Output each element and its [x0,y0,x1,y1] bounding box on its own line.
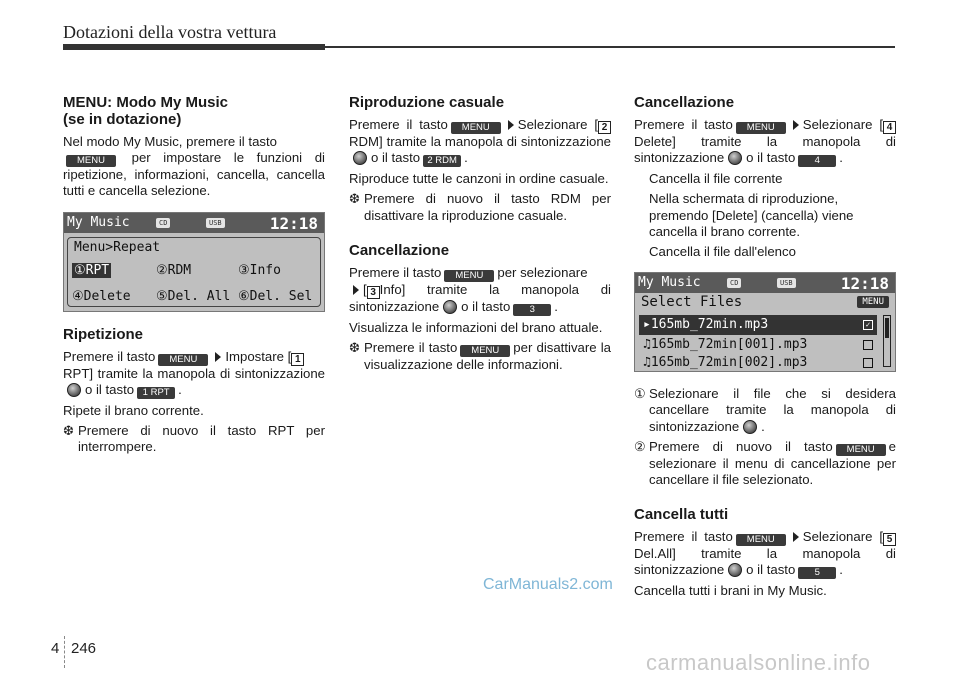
note-item: ❆ Premere il tasto MENU per disattivare la visualizzazione delle informazioni. [349,340,611,373]
tuning-knob-icon [728,151,742,165]
paragraph-random: Premere il tasto MENU Selezionare [ 2RDM] tramite la manopola di sintonizzazioneo il tasto 2 RDM . [349,117,611,167]
paragraph-delete-all-desc: Cancella tutti i brani in My Music. [634,583,827,599]
scrollbar[interactable] [883,315,891,367]
menu-button-icon: MENU [736,534,786,546]
menu-button-icon: MENU [736,122,786,134]
note-icon: ❆ [349,191,361,207]
number-5-icon: 5 [883,533,896,546]
cd-badge: CD [156,218,170,228]
arrow-right-icon [353,285,359,295]
paragraph-delete: Premere il tasto MENU Selezionare [ 4Delete] tramite la manopola di sintonizzazione o il tasto 4 . [634,117,896,167]
file-row[interactable]: ♫165mb_72min[001].mp3 [639,335,877,355]
tuning-knob-icon [443,300,457,314]
rpt-button-icon: 1 RPT [137,387,175,399]
menu-title: Menu>Repeat [74,239,161,255]
usb-badge: USB [206,218,225,228]
file-row[interactable]: ▸165mb_72min.mp3 ✓ [639,315,877,335]
column-2 [349,94,611,377]
paragraph-info-desc: Visualizza le informazioni del brano attuale. [349,319,603,335]
tuning-knob-icon [67,383,81,397]
button-5-icon: 5 [798,567,836,579]
menu-button-icon: MENU [836,444,886,456]
paragraph-delete-current: Cancella il file corrente [649,171,783,187]
menu-button-icon: MENU [444,270,494,282]
menu-item-rpt[interactable]: ①RPT [74,262,110,278]
menu-item-del-all[interactable]: ⑤Del. All [156,288,231,304]
page-number: 246 [71,640,97,657]
site-watermark: carmanualsonline.info [646,650,871,675]
paragraph-delete-list: Cancella il file dall'elenco [649,244,796,260]
number-3-icon: 3 [367,286,380,299]
menu-item-info[interactable]: ③Info [238,262,281,278]
clock: 12:18 [840,274,889,294]
step-2: ② Premere di nuovo il tasto MENU e selezionare il menu di cancellazione per cancellare il file selezionato. [634,438,896,488]
screen-status-bar: My Music CD USB 12:18 [635,273,895,293]
checkbox[interactable] [863,340,873,350]
select-files-screen [634,272,896,372]
menu-button-icon: MENU [451,122,501,134]
number-1-icon: 1 [291,353,304,366]
step-1: ① Selezionare il file che si desidera cancellare tramite la manopola di sintonizzazione . [634,386,896,434]
select-files-title: Select Files [641,294,743,311]
tuning-knob-icon [353,151,367,165]
menu-softkey[interactable]: MENU [857,296,889,308]
paragraph-ripetizione: Premere il tasto MENU Impostare [ 1 RPT] tramite la manopola di sintonizzazioneo il tasto 1 RPT . [63,348,325,398]
scrollbar-thumb[interactable] [885,318,889,338]
cd-badge: CD [727,278,741,288]
repeat-menu-box [67,237,321,307]
usb-badge: USB [777,278,796,288]
page-header-title: Dotazioni della vostra vettura [63,22,277,42]
checkbox[interactable]: ✓ [863,320,873,330]
file-row[interactable]: ♫165mb_72min[002].mp3 [639,353,877,373]
tuning-knob-icon [728,563,742,577]
footer-separator [64,636,65,668]
menu-button-icon: MENU [66,155,116,167]
paragraph-delete-current-desc: Nella schermata di riproduzione, premendo [Delete] (cancella) viene cancella il brano corrente. [649,191,854,239]
section-heading-cancellazione: Cancellazione [349,241,450,259]
paragraph-delete-all: Premere il tasto MENU Selezionare [ 5Del.All] tramite la manopola di sintonizzazione o il tasto 5 . [634,529,896,579]
menu-item-rdm[interactable]: ②RDM [156,262,192,278]
menu-row [72,262,316,280]
column-3 [634,94,896,604]
screen-status-bar: My Music CD USB 12:18 [64,213,324,233]
clock: 12:18 [269,213,318,233]
arrow-right-icon [508,120,514,130]
column-1 [63,94,325,459]
section-number: 4 [51,640,60,657]
menu-button-icon: MENU [158,354,208,366]
note-item: ❆ Premere di nuovo il tasto RPT per interrompere. [63,423,325,455]
step-2-marker: ② [634,438,646,454]
number-4-icon: 4 [883,121,896,134]
menu-item-delete[interactable]: ④Delete [72,288,131,304]
number-2-icon: 2 [598,121,611,134]
paragraph-info: Premere il tasto MENU per selezionare [ 3 Info] tramite la manopola di sintonizzazione o il tasto 3 . [349,264,611,315]
note-icon: ❆ [63,423,75,439]
watermark-link[interactable]: CarManuals2.com [483,576,613,593]
section-heading-delete: Cancellazione [634,94,735,111]
header-rule [63,46,895,48]
my-music-menu-screen [63,212,325,312]
arrow-right-icon [215,352,221,362]
rdm-button-icon: 2 RDM [423,155,461,167]
tuning-knob-icon [743,420,757,434]
menu-row [72,288,316,306]
checkbox[interactable] [863,358,873,368]
section-heading-random: Riproduzione casuale [349,94,505,111]
section-heading-menu: MENU: Modo My Music (se in dotazione) [63,94,228,128]
menu-button-icon: MENU [460,345,510,357]
button-3-icon: 3 [513,304,551,316]
menu-item-del-sel[interactable]: ⑥Del. Sel [238,288,313,304]
section-heading-ripetizione: Ripetizione [63,325,144,343]
button-4-icon: 4 [798,155,836,167]
note-icon: ❆ [349,340,361,356]
paragraph-repeat-current: Ripete il brano corrente. [63,402,204,418]
step-1-marker: ① [634,386,646,402]
paragraph-intro: Nel modo My Music, premere il tasto MENU per impostare le funzioni di ripetizione, informazioni, cancella, cancella tutti e cancella selezione. [63,134,325,199]
paragraph-random-desc: Riproduce tutte le canzoni in ordine casuale. [349,171,609,187]
note-item: ❆ Premere di nuovo il tasto RDM per disattivare la riproduzione casuale. [349,191,611,223]
section-heading-delete-all: Cancella tutti [634,506,729,524]
arrow-right-icon [793,532,799,542]
arrow-right-icon [793,120,799,130]
